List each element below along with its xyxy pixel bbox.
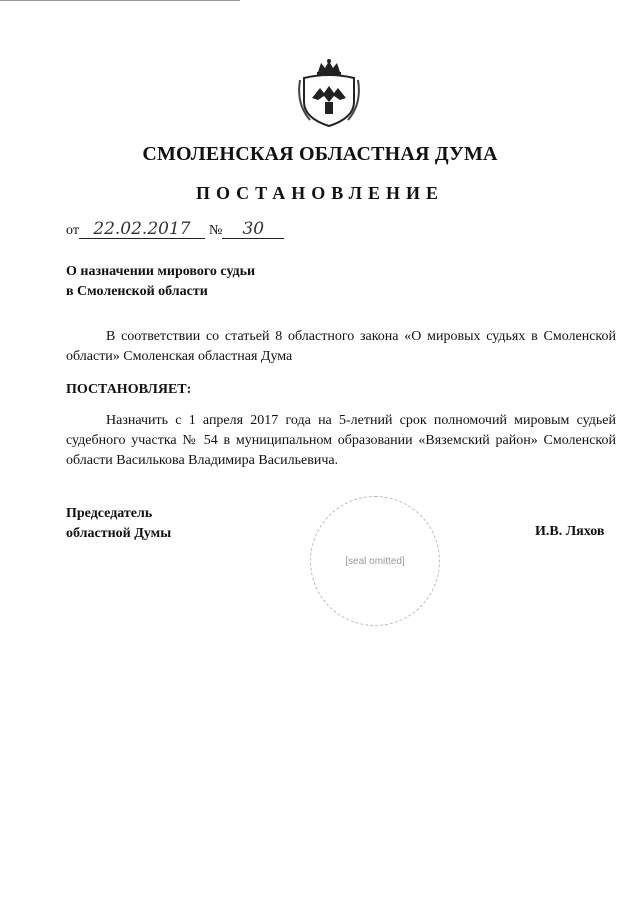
scan-top-line bbox=[0, 0, 240, 1]
signatory-name: И.В. Ляхов bbox=[535, 524, 605, 539]
date-from-label: от bbox=[66, 223, 79, 238]
handwritten-date: 22.02.2017 bbox=[79, 220, 205, 239]
resolves-heading: ПОСТАНОВЛЯЕТ: bbox=[66, 382, 192, 397]
signatory-title-line: Председатель bbox=[66, 506, 153, 521]
council-name: СМОЛЕНСКАЯ ОБЛАСТНАЯ ДУМА bbox=[142, 143, 498, 165]
coat-of-arms-icon bbox=[296, 58, 362, 130]
subject-line: О назначении мирового судьи bbox=[66, 264, 256, 279]
signatory-title-line: областной Думы bbox=[66, 526, 172, 541]
signatory-title bbox=[66, 504, 171, 544]
dateline bbox=[66, 220, 284, 239]
seal-placeholder: [seal omitted] bbox=[310, 496, 440, 626]
subject-heading bbox=[66, 262, 255, 302]
preamble-paragraph: В соответствии со статьей 8 областного закона «О мировых судьях в Смоленской области» Смоленская областная Дума bbox=[66, 329, 616, 364]
resolution-paragraph: Назначить с 1 апреля 2017 года на 5-летний срок полномочий мировым судьей судебного участка № 54 в муниципальном образовании «Вяземский район» Смоленской области Василькова Владимира Васильевича. bbox=[66, 413, 616, 468]
number-label: № bbox=[208, 223, 223, 238]
document-type: ПОСТАНОВЛЕНИЕ bbox=[195, 183, 445, 203]
subject-line: в Смоленской области bbox=[66, 284, 208, 299]
handwritten-number: 30 bbox=[222, 220, 284, 239]
